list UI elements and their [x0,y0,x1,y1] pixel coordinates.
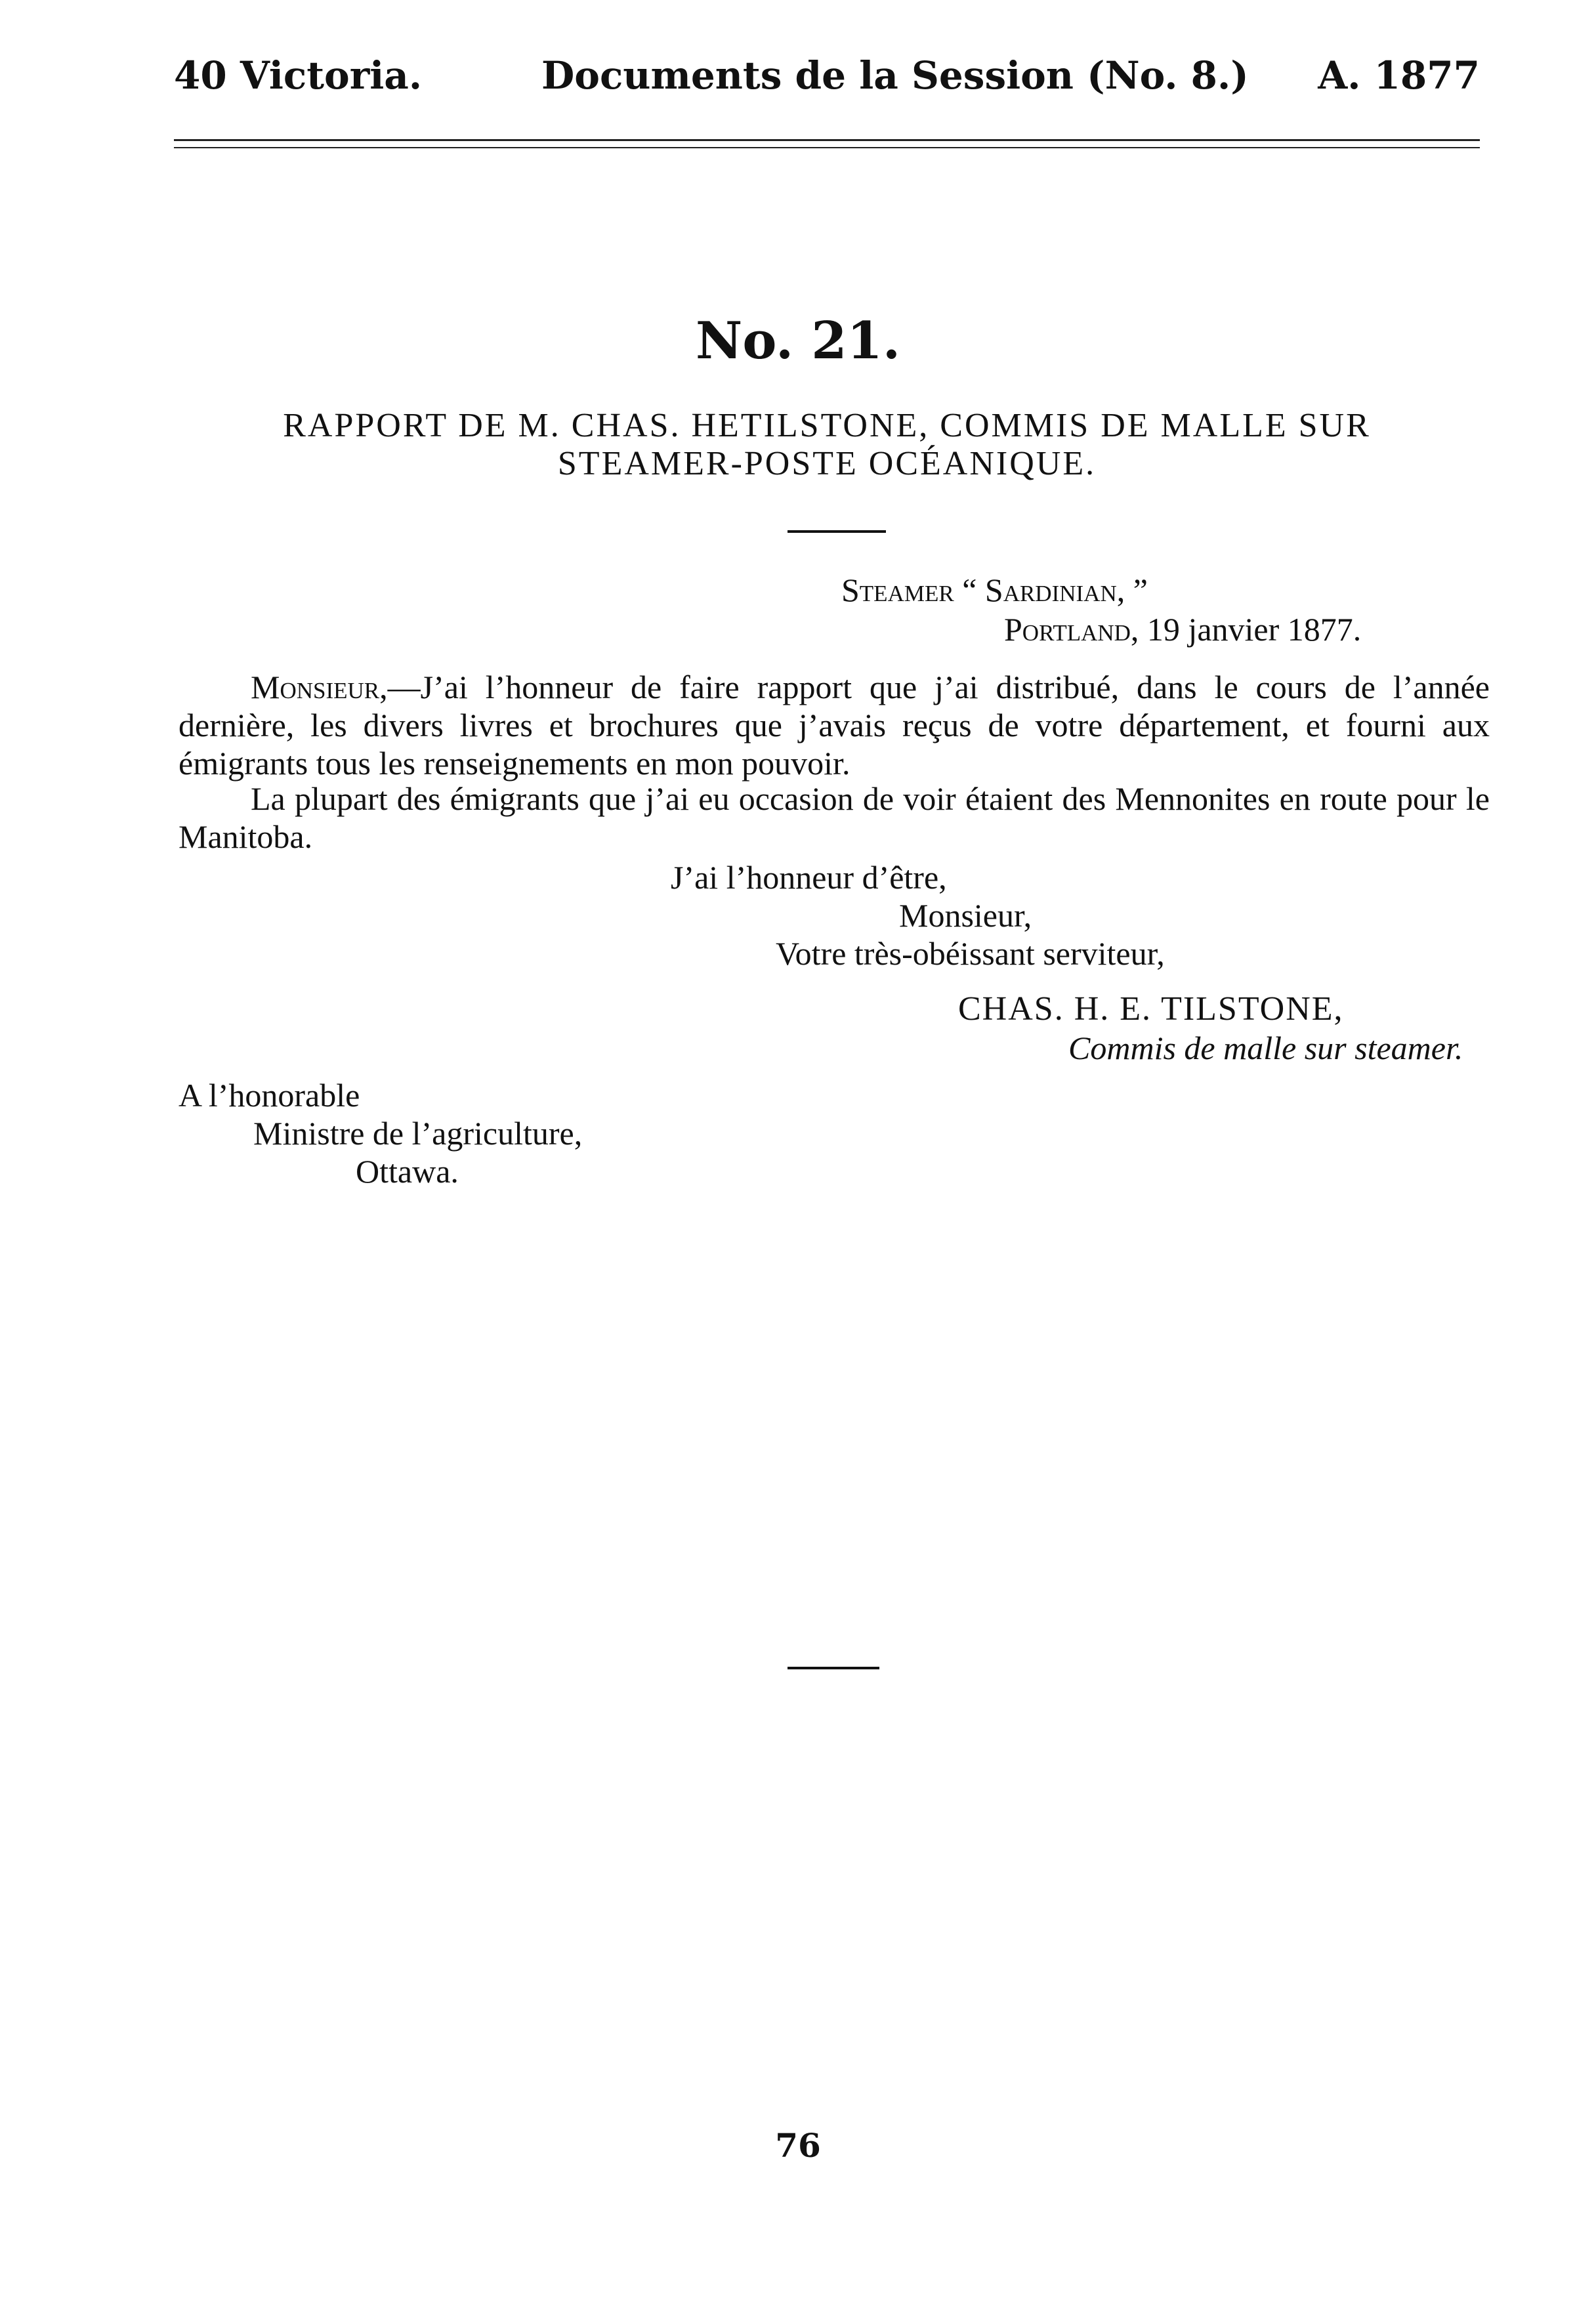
closing-line-3: Votre très-obéissant serviteur, [776,935,1165,972]
document-title-line-2: STEAMER-POSTE OCÉANIQUE. [557,445,1097,482]
running-head [174,46,1480,105]
page-number: 76 [775,2126,821,2165]
closing-line-1: J’ai l’honneur d’être, [671,859,947,896]
document-number: No. 21. [696,311,900,371]
section-divider [788,530,886,533]
signature-title: Commis de malle sur steamer. [1068,1030,1463,1066]
address-line-3: Ottawa. [356,1153,459,1190]
address-line-2: Ministre de l’agriculture, [253,1115,583,1152]
header-rule-bottom [174,147,1480,148]
dateline-place-date [1004,609,1361,650]
document-title-line-1: RAPPORT DE M. CHAS. HETILSTONE, COMMIS DE MALLE SUR [283,407,1371,444]
signature: CHAS. H. E. TILSTONE, [958,990,1344,1028]
letter-paragraph-1 [178,668,1490,782]
header-rule-top [174,139,1480,141]
letter-paragraph-1-text: —J’ai l’honneur de faire rapport que j’ai distribué, dans le cours de l’année dernière, les divers livres et brochures que j’avais reçus de votre département, et fourni aux émigrants tous les renseignements en mon pouvoir. [178,669,1490,782]
dateline-date: 19 janvier 1877. [1146,611,1362,648]
dateline-place: Portland, [1004,611,1139,648]
running-head-right: A. 1877 [1318,53,1480,98]
closing-line-2: Monsieur, [899,897,1032,934]
running-head-left: 40 Victoria. [174,53,423,98]
dateline-vessel-name: “ Sardinian, ” [962,572,1148,608]
letter-salutation: Monsieur, [251,669,388,705]
letter-paragraph-2: La plupart des émigrants que j’ai eu occasion de voir étaient des Mennonites en route pour le Manitoba. [178,780,1490,855]
running-head-center: Documents de la Session (No. 8.) [541,53,1249,98]
end-divider [788,1667,879,1669]
document-title [174,407,1480,483]
dateline-vessel [841,570,1148,610]
address-line-1: A l’honorable [178,1077,360,1114]
dateline-vessel-prefix: Steamer [841,572,954,608]
